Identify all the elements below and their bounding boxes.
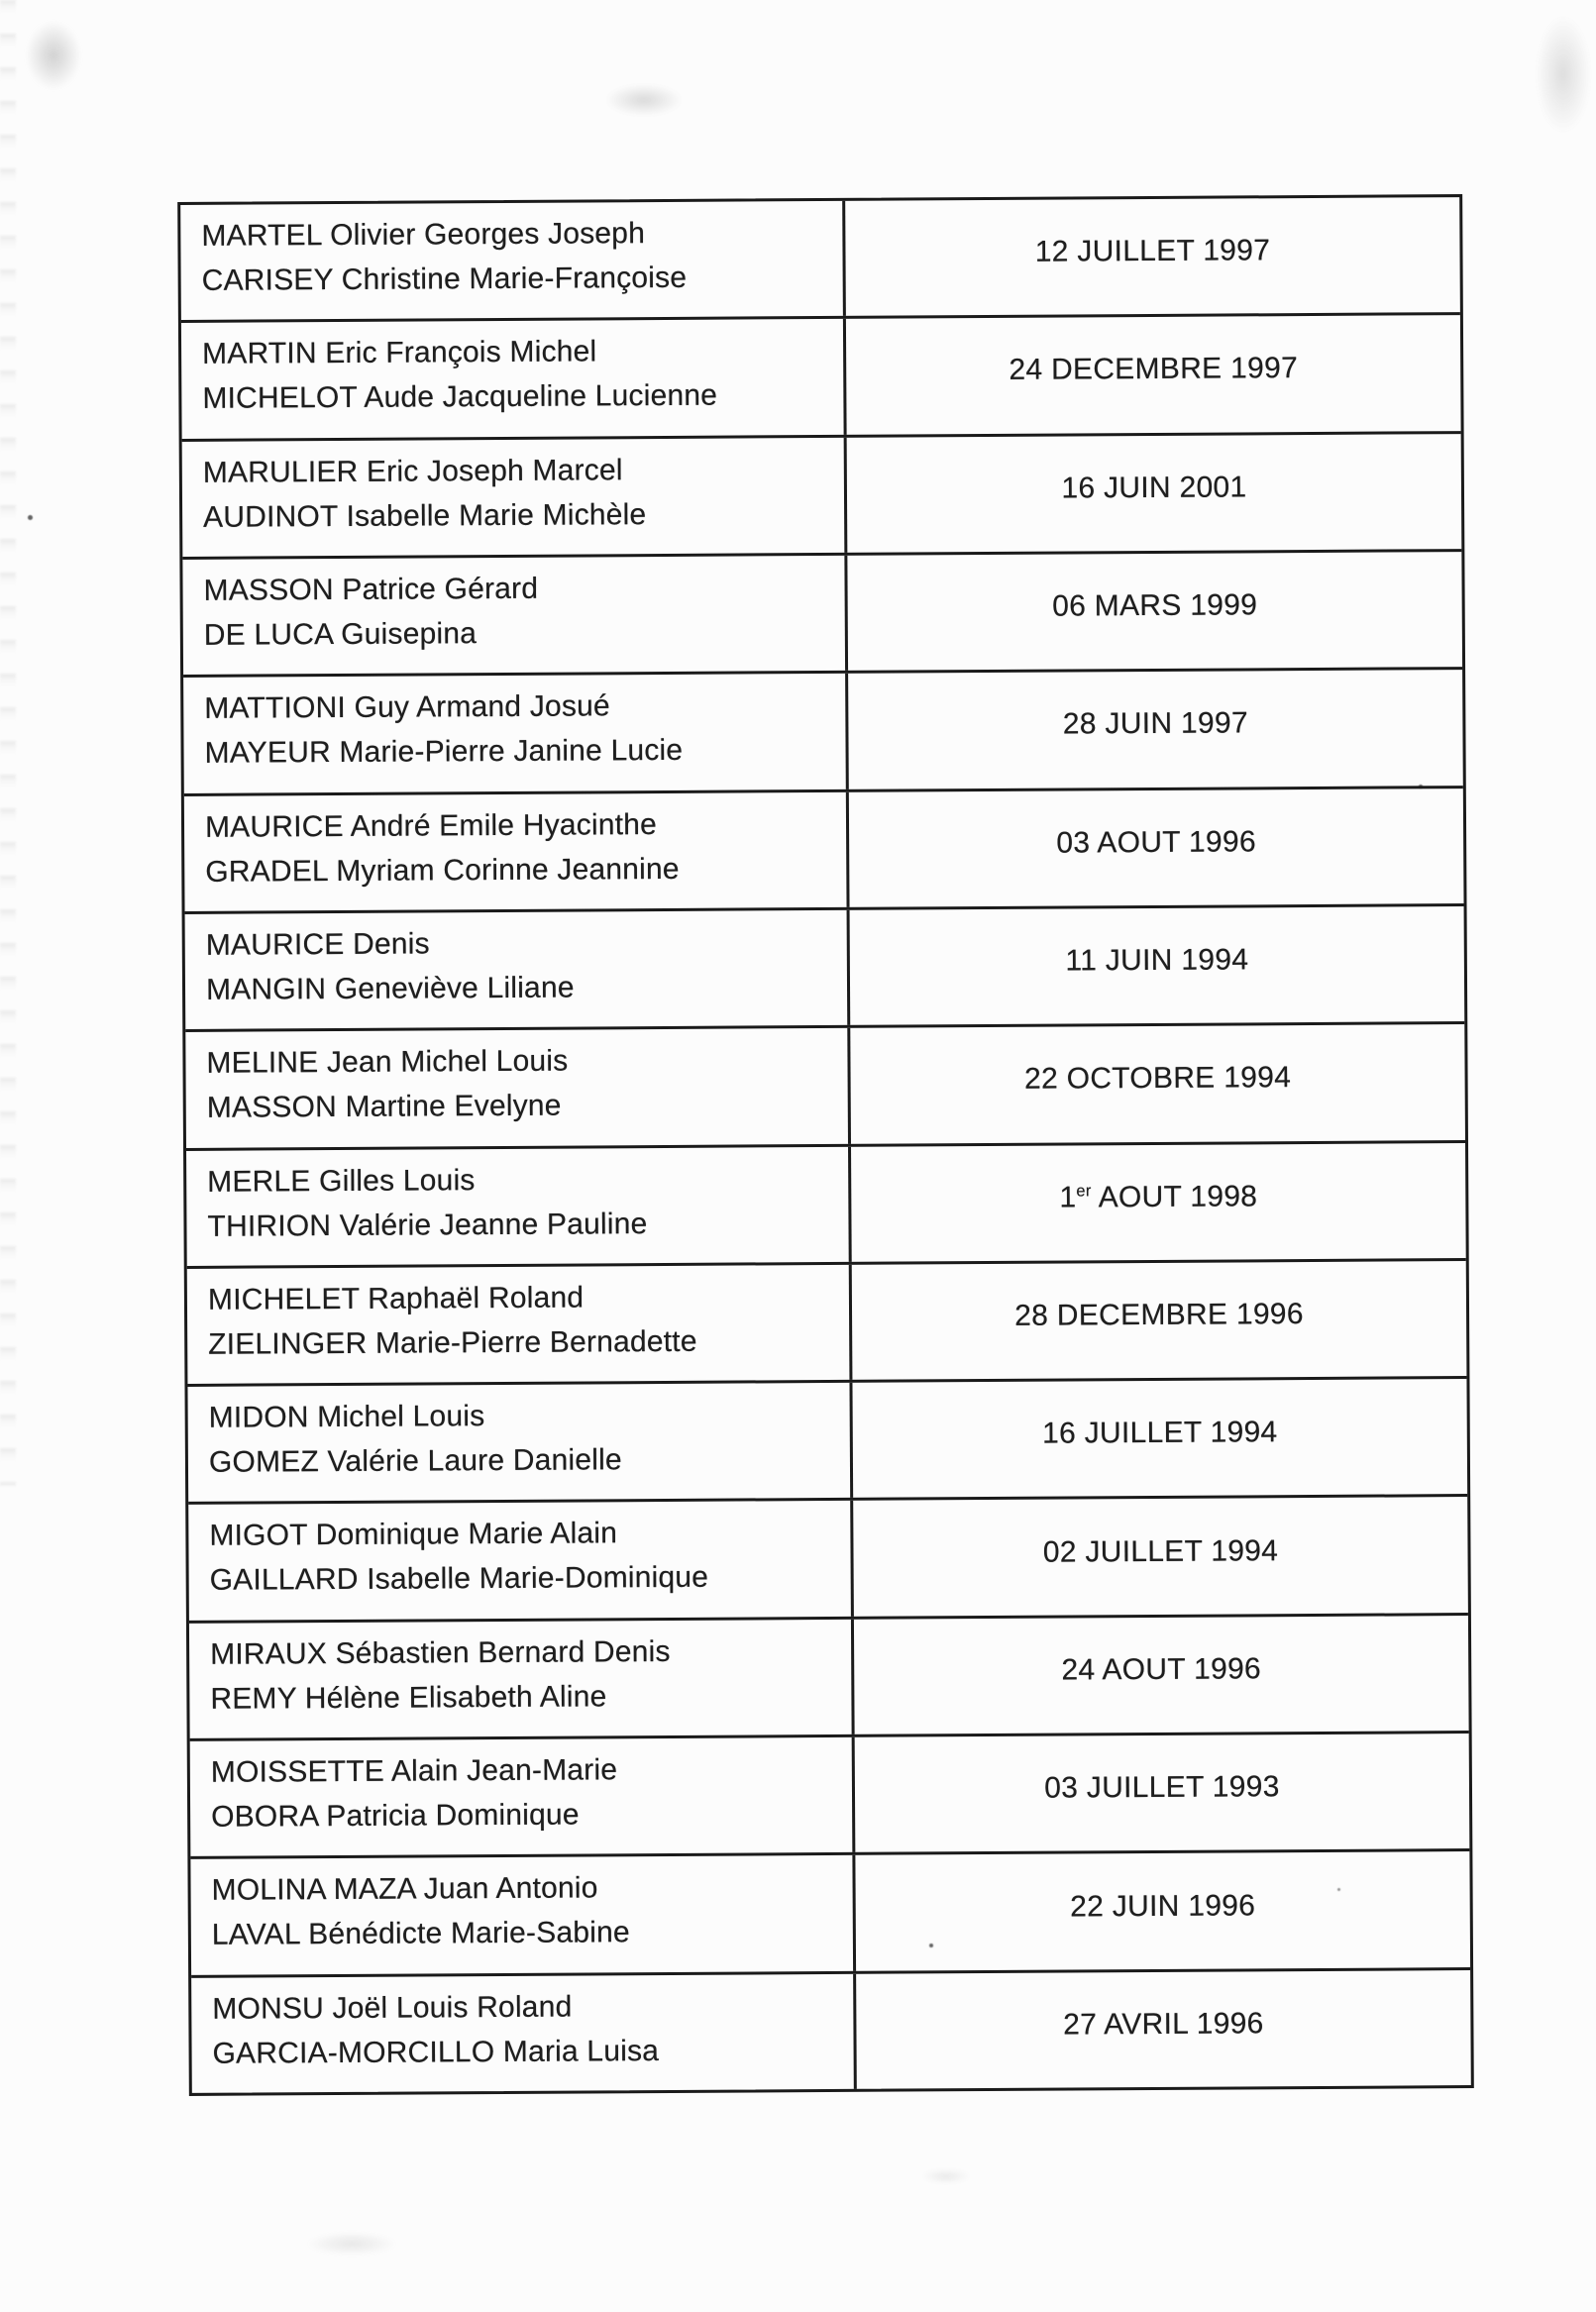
husband-name: MARTEL Olivier Georges Joseph [201, 217, 646, 253]
date-cell [850, 1024, 1465, 1143]
date-cell [846, 315, 1461, 434]
date-cell [852, 1379, 1467, 1498]
date-cell [849, 788, 1464, 907]
date-cell [845, 197, 1460, 316]
husband-name: MIGOT Dominique Marie Alain [209, 1517, 618, 1553]
marriage-date: 1er AOUT 1998 [1059, 1179, 1258, 1214]
husband-name: MICHELET Raphaël Roland [207, 1281, 585, 1316]
wife-name: AUDINOT Isabelle Marie Michèle [203, 497, 647, 534]
wife-name: THIRION Valérie Jeanne Pauline [207, 1207, 648, 1243]
scan-smudge [287, 2227, 416, 2260]
scan-smudge [589, 77, 698, 123]
table-row [181, 315, 1461, 441]
marriage-date: 16 JUILLET 1994 [1041, 1416, 1278, 1450]
marriage-date: 27 AVRIL 1996 [1063, 2007, 1264, 2042]
date-cell [852, 1261, 1467, 1380]
names-cell [189, 1620, 855, 1738]
names-cell [180, 201, 846, 320]
marriage-date: 24 AOUT 1996 [1061, 1652, 1262, 1687]
husband-name: MIDON Michel Louis [208, 1400, 485, 1434]
scan-edge-noise [0, 0, 16, 1486]
wife-name: MASSON Martine Evelyne [206, 1089, 562, 1125]
date-cell [847, 434, 1462, 553]
wife-name: GARCIA-MORCILLO Maria Luisa [212, 2034, 660, 2070]
marriage-date: 03 JUILLET 1993 [1044, 1770, 1280, 1805]
husband-name: MONSU Joël Louis Roland [212, 1990, 573, 2026]
table-row [185, 906, 1465, 1032]
names-cell [190, 1855, 856, 1974]
date-cell [855, 1734, 1470, 1852]
table-row [186, 1143, 1466, 1269]
husband-name: MOLINA MAZA Juan Antonio [211, 1871, 598, 1908]
husband-name: MASSON Patrice Gérard [203, 572, 539, 607]
husband-name: MIRAUX Sébastien Bernard Denis [210, 1634, 671, 1671]
names-cell [188, 1501, 854, 1620]
date-cell [855, 1851, 1470, 1970]
names-cell [190, 1737, 856, 1856]
wife-name: GOMEZ Valérie Laure Danielle [208, 1443, 622, 1479]
wife-name: ZIELINGER Marie-Pierre Bernadette [208, 1324, 697, 1361]
marriage-date: 28 DECEMBRE 1996 [1014, 1298, 1304, 1332]
table-row [182, 552, 1462, 678]
table-row [185, 1024, 1465, 1150]
wife-name: MAYEUR Marie-Pierre Janine Lucie [204, 734, 684, 771]
date-cell [850, 906, 1465, 1025]
husband-name: MATTIONI Guy Armand Josué [204, 689, 610, 726]
marriage-date: 06 MARS 1999 [1052, 588, 1258, 623]
date-cell [848, 670, 1463, 788]
wife-name: DE LUCA Guisepina [203, 617, 478, 652]
wife-name: MANGIN Geneviève Liliane [205, 971, 575, 1006]
wife-name: REMY Hélène Elisabeth Aline [210, 1680, 607, 1716]
table-row [183, 670, 1463, 795]
names-cell [185, 1028, 851, 1147]
table-row [182, 434, 1462, 560]
wife-name: GAILLARD Isabelle Marie-Dominique [209, 1561, 709, 1598]
table-row [184, 788, 1464, 914]
wife-name: CARISEY Christine Marie-Françoise [201, 261, 688, 297]
husband-name: MARTIN Eric François Michel [202, 335, 597, 371]
marriage-date: 03 AOUT 1996 [1056, 825, 1256, 860]
marriage-date: 24 DECEMBRE 1997 [1009, 352, 1299, 387]
names-cell [185, 910, 851, 1029]
names-cell [183, 674, 849, 792]
marriage-date: 22 JUIN 1996 [1070, 1888, 1256, 1924]
names-cell [186, 1146, 852, 1265]
wife-name: LAVAL Bénédicte Marie-Sabine [211, 1916, 630, 1952]
marriage-date: 22 OCTOBRE 1994 [1023, 1061, 1292, 1097]
names-cell [184, 791, 850, 910]
husband-name: MERLE Gilles Louis [207, 1163, 476, 1199]
wife-name: OBORA Patricia Dominique [211, 1798, 580, 1834]
table-row [191, 1970, 1471, 2093]
husband-name: MAURICE Denis [205, 927, 430, 962]
marriage-date: 28 JUIN 1997 [1062, 706, 1249, 741]
marriage-date: 02 JUILLET 1994 [1042, 1533, 1279, 1569]
scan-speck [28, 515, 33, 520]
husband-name: MELINE Jean Michel Louis [206, 1044, 569, 1081]
scan-smudge [911, 2165, 981, 2187]
table-row [187, 1261, 1467, 1387]
scan-smudge [14, 6, 93, 105]
scan-smudge [1524, 0, 1596, 158]
names-cell [187, 1383, 853, 1502]
marriage-date: 12 JUILLET 1997 [1034, 234, 1271, 268]
marriage-date: 16 JUIN 2001 [1061, 471, 1247, 505]
husband-name: MOISSETTE Alain Jean-Marie [210, 1753, 618, 1789]
names-cell [191, 1974, 857, 2093]
table-row [189, 1616, 1469, 1741]
date-cell [847, 552, 1462, 671]
table-row [190, 1734, 1470, 1859]
wife-name: MICHELOT Aude Jacqueline Lucienne [202, 378, 718, 416]
date-cell [853, 1497, 1468, 1616]
marriage-register-table [177, 194, 1474, 2096]
names-cell [181, 319, 847, 438]
table-row [190, 1851, 1470, 1977]
date-cell [851, 1143, 1466, 1262]
table-row [188, 1497, 1468, 1623]
husband-name: MARULIER Eric Joseph Marcel [202, 453, 623, 489]
names-cell [182, 437, 848, 556]
husband-name: MAURICE André Emile Hyacinthe [204, 807, 658, 844]
names-cell [182, 556, 848, 675]
marriage-date: 11 JUIN 1994 [1065, 943, 1249, 978]
table-row [180, 197, 1460, 323]
date-cell [856, 1970, 1471, 2089]
wife-name: GRADEL Myriam Corinne Jeannine [205, 852, 680, 889]
names-cell [187, 1265, 853, 1384]
table-row [187, 1379, 1467, 1505]
date-cell [854, 1616, 1469, 1734]
